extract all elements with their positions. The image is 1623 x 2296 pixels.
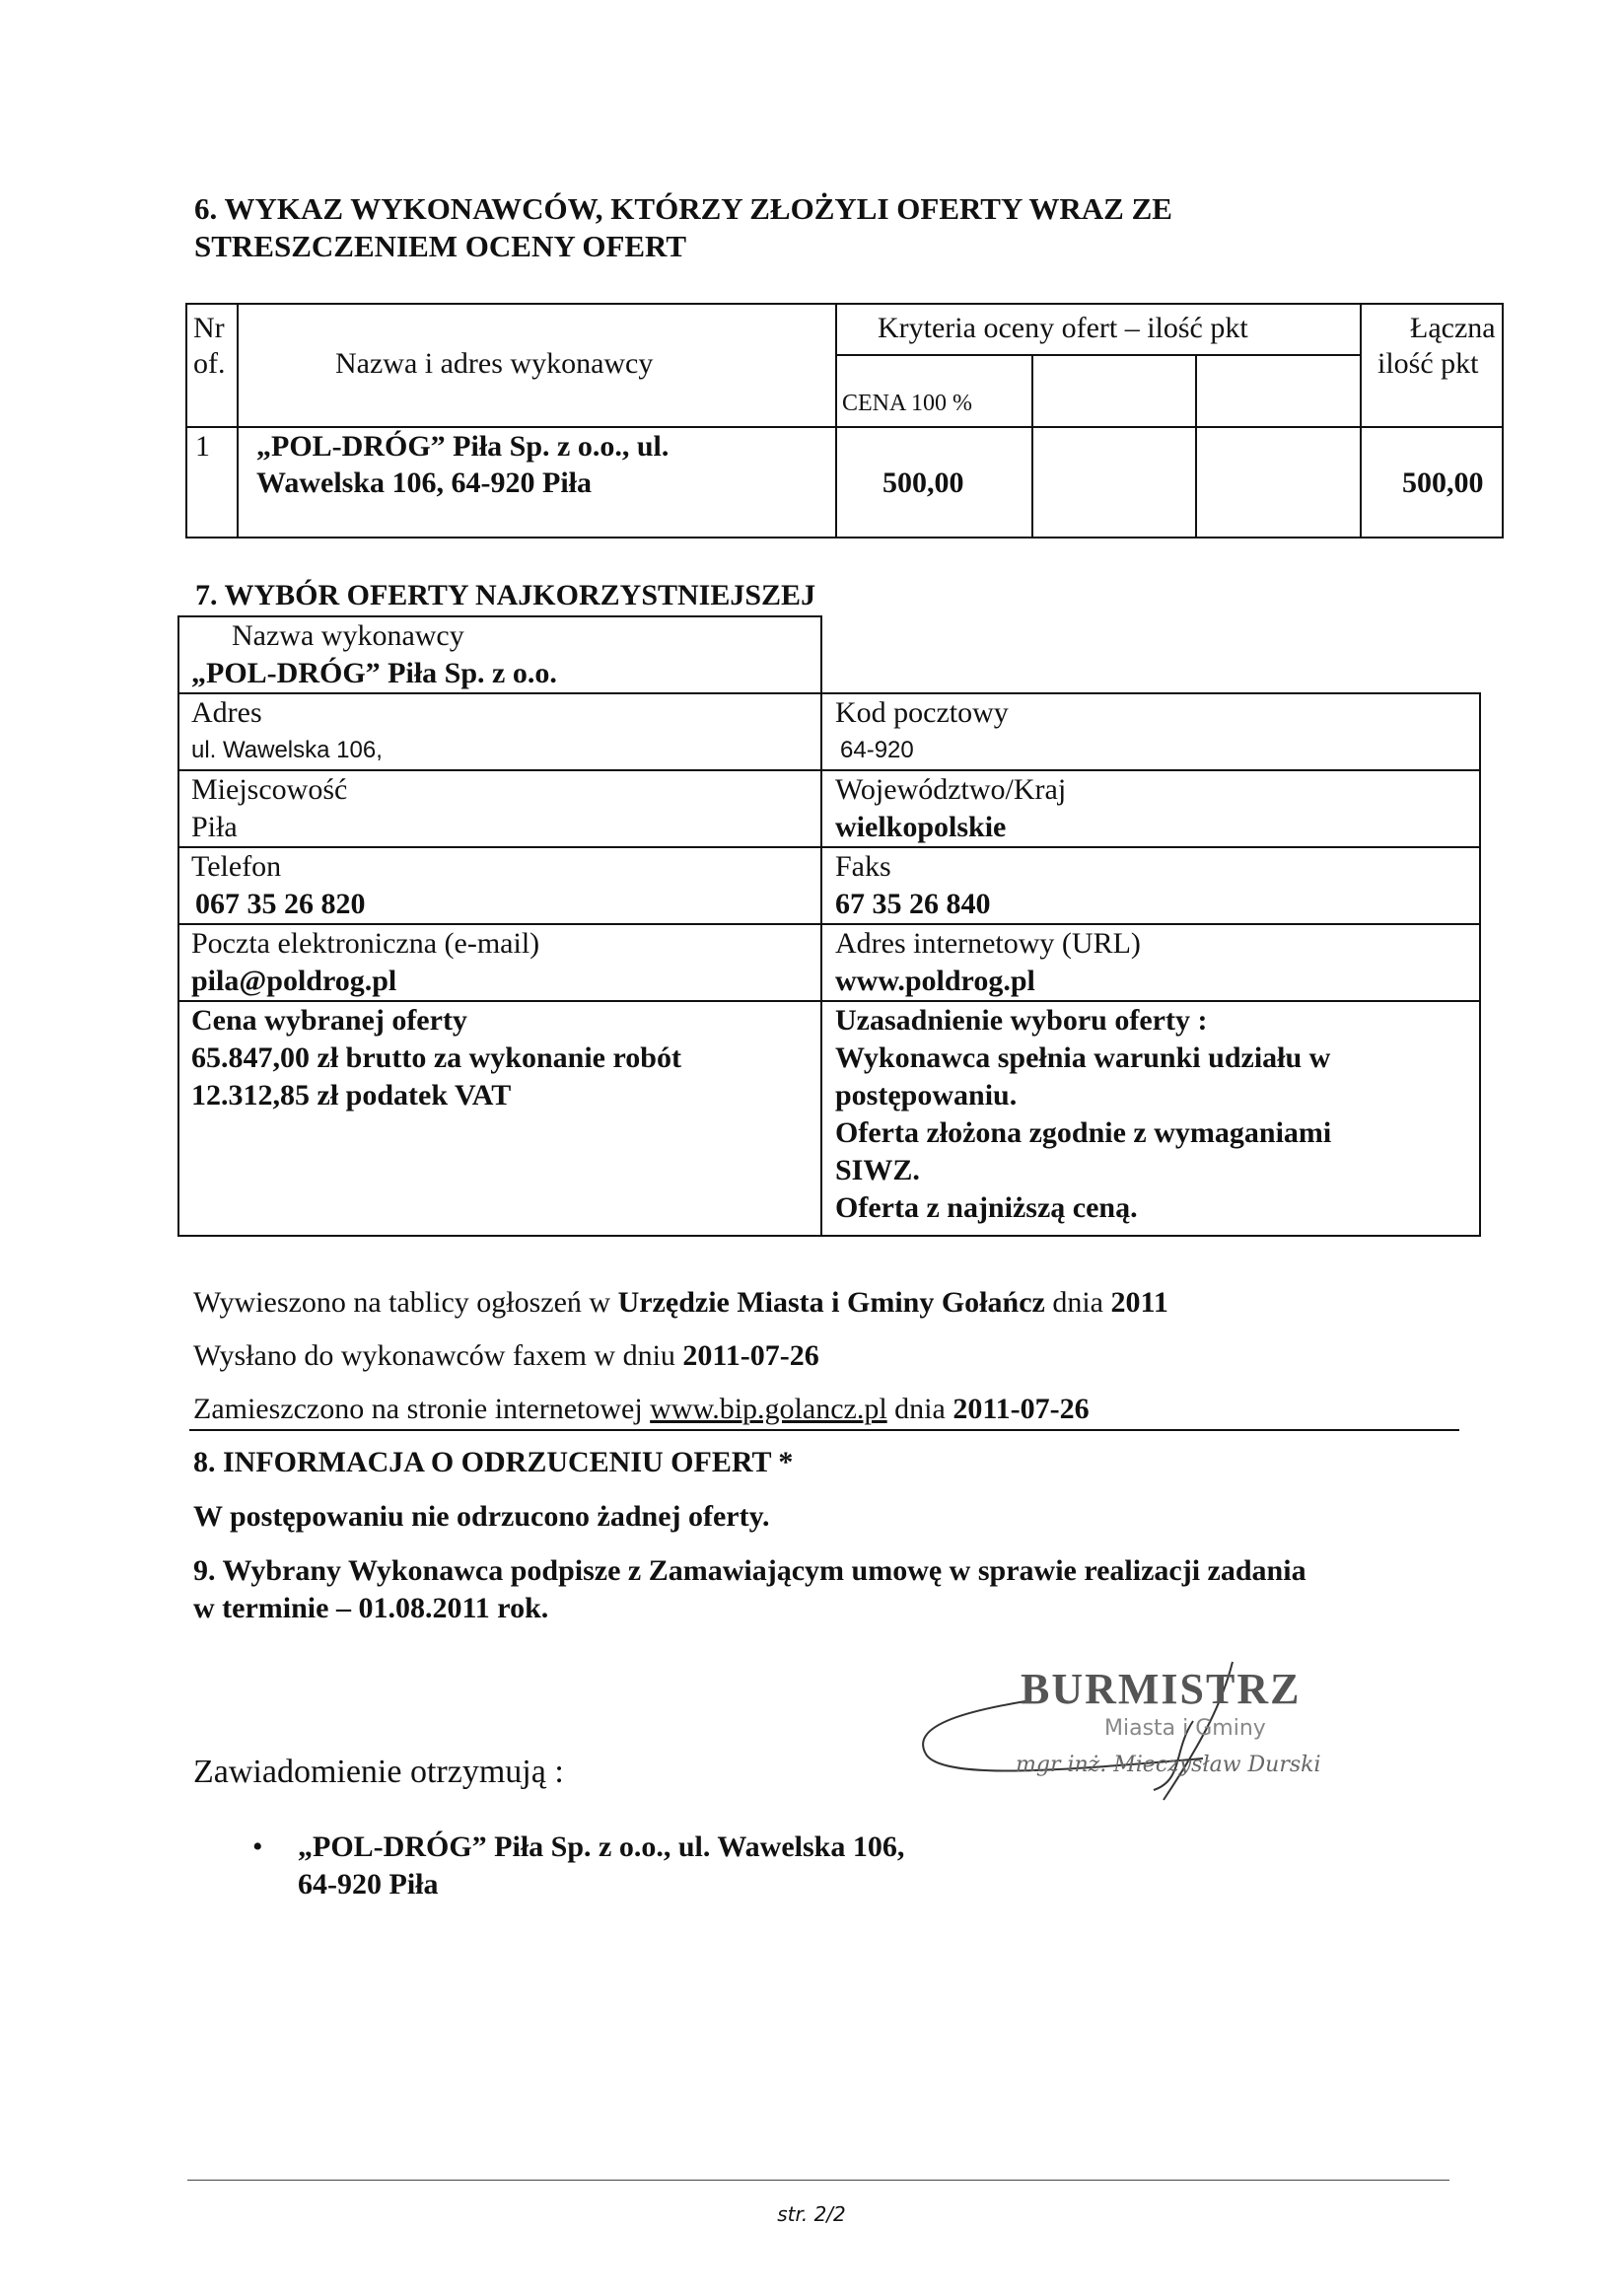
fax-value: 67 35 26 840 [835, 888, 991, 920]
header-total-2: ilość pkt [1377, 347, 1479, 380]
email-value: pila@poldrog.pl [191, 965, 397, 997]
table-divider [177, 846, 1481, 848]
table-divider [835, 354, 1360, 356]
table-divider [177, 769, 1481, 771]
publication-fax-date: 2011-07-26 [682, 1339, 819, 1372]
publication-fax-text: Wysłano do wykonawców faxem w dniu [193, 1339, 683, 1372]
section-9-line2: w terminie – 01.08.2011 rok. [193, 1592, 549, 1624]
address-label: Adres [191, 696, 262, 729]
page-number: str. 2/2 [777, 2202, 846, 2226]
section-8-title: 8. INFORMACJA O ODRZUCENIU OFERT * [193, 1446, 794, 1478]
table-divider [177, 1235, 1481, 1237]
row-total: 500,00 [1402, 466, 1484, 499]
table-divider [1479, 692, 1481, 1237]
offers-table [185, 303, 1504, 538]
city-label: Miejscowość [191, 773, 348, 806]
table-divider [237, 305, 239, 537]
stamp-title: BURMISTRZ [1021, 1665, 1302, 1713]
table-divider [1195, 354, 1197, 537]
section-9-line1: 9. Wybrany Wykonawca podpisze z Zamawiającym umowę w sprawie realizacji zadania [193, 1554, 1306, 1587]
row-name-2: Wawelska 106, 64-920 Piła [256, 466, 593, 499]
reason-line-4: Oferta złożona zgodnie z wymaganiami [835, 1116, 1332, 1149]
address-value: ul. Wawelska 106, [191, 737, 383, 763]
publication-web [193, 1391, 1090, 1428]
stamp-subtitle: Miasta i Gminy [1104, 1716, 1266, 1741]
publication-board-date-label: dnia [1044, 1286, 1111, 1319]
phone-value: 067 35 26 820 [195, 888, 366, 920]
header-total-1: Łączna [1410, 312, 1496, 344]
publication-board-text: Wywieszono na tablicy ogłoszeń w [193, 1286, 618, 1319]
notice-title: Zawiadomienie otrzymują : [193, 1754, 564, 1790]
row-cena: 500,00 [882, 466, 964, 499]
publication-web-text: Zamieszczono na stronie internetowej [193, 1393, 651, 1425]
publication-web-date: 2011-07-26 [953, 1393, 1090, 1425]
best-offer-table [177, 615, 1481, 1237]
row-nr: 1 [195, 430, 210, 463]
publication-board-year: 2011 [1110, 1286, 1168, 1319]
reason-line-2: Wykonawca spełnia warunki udziału w [835, 1041, 1331, 1074]
table-divider [187, 426, 1504, 428]
section-8-text: W postępowaniu nie odrzucono żadnej oferty. [193, 1500, 770, 1533]
header-name: Nazwa i adres wykonawcy [335, 347, 654, 380]
price-line-3: 12.312,85 zł podatek VAT [191, 1079, 512, 1112]
reason-line-3: postępowaniu. [835, 1079, 1018, 1112]
stamp-name: mgr inż. Mieczysław Durski [1016, 1753, 1321, 1777]
publication-web-link[interactable]: www.bip.golancz.pl [650, 1393, 887, 1425]
url-value: www.poldrog.pl [835, 965, 1035, 997]
fax-label: Faks [835, 850, 891, 883]
city-value: Piła [191, 811, 238, 843]
table-divider [177, 615, 179, 1237]
header-cena: CENA 100 % [842, 391, 972, 416]
url-label: Adres internetowy (URL) [835, 927, 1141, 960]
table-divider [1360, 305, 1362, 537]
reason-line-5: SIWZ. [835, 1154, 920, 1186]
phone-label: Telefon [191, 850, 282, 883]
publication-board [193, 1284, 1168, 1322]
section-6-title-line2: STRESZCZENIEM OCENY OFERT [194, 229, 687, 263]
table-divider [177, 692, 1481, 694]
email-label: Poczta elektroniczna (e-mail) [191, 927, 540, 960]
table-divider [1031, 354, 1033, 537]
publication-web-date-label: dnia [886, 1393, 953, 1425]
section-6-title [194, 190, 1172, 265]
publication-fax [193, 1337, 819, 1375]
publication-office: Urzędzie Miasta i Gminy Gołańcz [617, 1286, 1045, 1319]
mayor-stamp [907, 1642, 1380, 1820]
section-7-title: 7. WYBÓR OFERTY NAJKORZYSTNIEJSZEJ [195, 579, 816, 611]
postal-value: 64-920 [840, 737, 914, 763]
table-divider [820, 615, 822, 1237]
price-line-2: 65.847,00 zł brutto za wykonanie robót [191, 1041, 681, 1074]
row-name-1: „POL-DRÓG” Piła Sp. z o.o., ul. [256, 430, 670, 463]
region-label: Województwo/Kraj [835, 773, 1067, 806]
name-value: „POL-DRÓG” Piła Sp. z o.o. [191, 657, 557, 689]
section-6-title-line1: 6. WYKAZ WYKONAWCÓW, KTÓRZY ZŁOŻYLI OFERTY WRAZ ZE [194, 191, 1172, 226]
bullet-icon: • [252, 1830, 263, 1863]
reason-line-6: Oferta z najniższą ceną. [835, 1191, 1138, 1224]
reason-line-1: Uzasadnienie wyboru oferty : [835, 1004, 1208, 1037]
footer-divider [187, 2180, 1449, 2181]
name-label: Nazwa wykonawcy [232, 619, 464, 652]
notice-item-line1: „POL-DRÓG” Piła Sp. z o.o., ul. Wawelska 106, [298, 1830, 905, 1863]
header-nr: Nr [193, 312, 225, 344]
header-criteria: Kryteria oceny ofert – ilość pkt [878, 312, 1248, 344]
price-line-1: Cena wybranej oferty [191, 1004, 467, 1037]
section-divider [189, 1429, 1459, 1431]
notice-item-line2: 64-920 Piła [298, 1868, 439, 1901]
table-divider [835, 305, 837, 537]
header-of: of. [193, 347, 226, 380]
region-value: wielkopolskie [835, 811, 1007, 843]
postal-label: Kod pocztowy [835, 696, 1009, 729]
